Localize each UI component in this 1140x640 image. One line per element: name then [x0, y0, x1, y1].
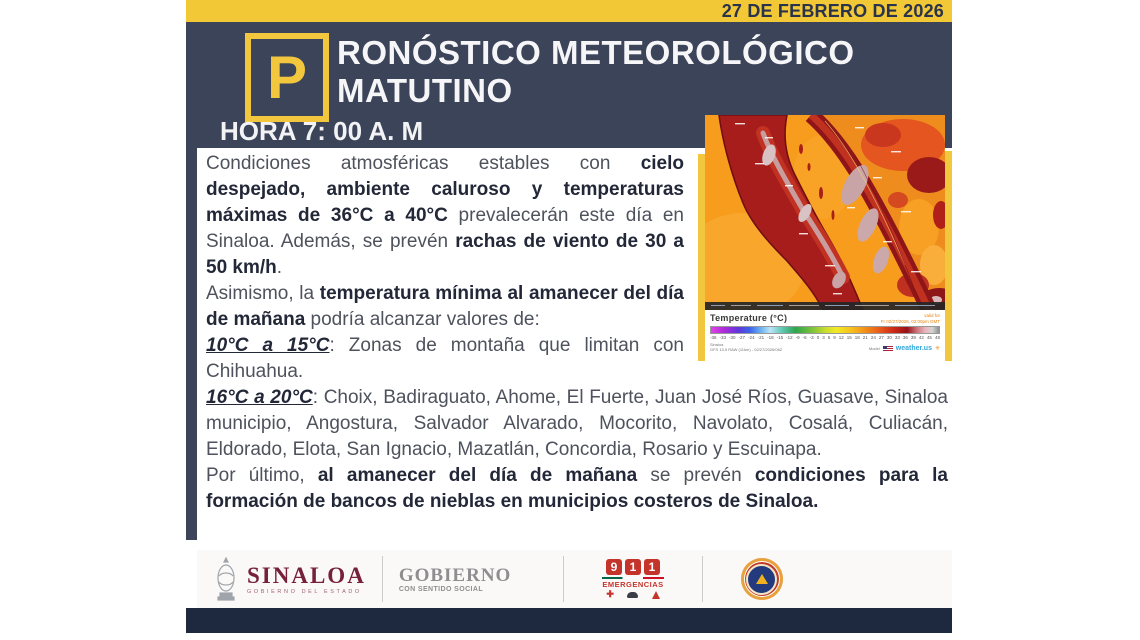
title-line-1: RONÓSTICO METEOROLÓGICO [337, 34, 855, 71]
page-title [337, 34, 855, 110]
text-segment: : Zonas de montaña que limitan con Chihuahua. [206, 335, 685, 382]
legend-region: Sinaloa [710, 342, 724, 347]
left-accent-strip [186, 148, 197, 540]
digit-9: 9 [606, 559, 622, 575]
valid-value: Fr 02/27/2026, 02:00pm GMT [880, 318, 940, 324]
tick-label: 45 [926, 335, 932, 340]
brand-star-icon: ✳ [934, 346, 940, 352]
legend-title: Temperature (°C) [710, 313, 788, 323]
emergency-911-logo [602, 559, 663, 599]
gobierno-wordmark [399, 566, 512, 593]
bulletin-date: 27 DE FEBRERO DE 2026 [721, 0, 944, 21]
logo-divider [382, 556, 383, 602]
forecast-hour: HORA 7: 00 A. M [220, 116, 424, 146]
mexico-flag-strip [602, 577, 663, 579]
tick-label: 42 [918, 335, 924, 340]
temperature-map-block [696, 151, 952, 361]
text-segment-bold: condiciones para la formación de bancos de nieblas en municipios costeros de Sinaloa. [206, 465, 948, 512]
gobierno-subtitle: CON SENTIDO SOCIAL [398, 585, 484, 593]
tick-label: -21 [757, 335, 765, 340]
tick-label: -18 [767, 335, 774, 340]
model-label: Model [868, 346, 880, 351]
tick-label: 18 [854, 335, 860, 340]
sinaloa-name: SINALOA [247, 562, 366, 588]
tick-label: 48 [934, 335, 940, 340]
logo-divider [702, 556, 703, 602]
civil-protection-triangle-icon [756, 574, 768, 584]
paragraph-range-16-20 [206, 385, 948, 463]
text-segment: prevalecerán este día en Sinaloa. Además, se prevén [206, 205, 684, 252]
tick-label: -12 [786, 335, 793, 340]
text-segment-bold: al amanecer del día de mañana [317, 465, 638, 486]
temperature-map-visual [698, 115, 952, 361]
tick-label: -30 [729, 335, 736, 340]
map-accent-right [945, 151, 952, 361]
legend-ticks [710, 335, 940, 340]
proteccion-civil-logo [741, 558, 783, 600]
text-segment-bold: cielo despejado, ambiente caluroso y temperaturas máximas de 36°C a 40°C [206, 153, 684, 226]
police-cap-icon [627, 592, 638, 598]
emergency-icons [602, 590, 663, 599]
emergencias-label: EMERGENCIAS [602, 580, 664, 589]
sinaloa-wordmark [247, 564, 366, 595]
tick-label: 30 [886, 335, 892, 340]
tick-label: -27 [738, 335, 746, 340]
text-segment: Por último, [206, 465, 318, 486]
tick-label: -15 [776, 335, 784, 340]
tick-label: -6 [802, 335, 807, 340]
tick-label: 21 [862, 335, 868, 340]
tick-label: 6 [827, 335, 831, 340]
temperature-color-scale [710, 326, 940, 334]
proteccion-civil-inner [746, 564, 777, 595]
tick-label: -33 [719, 335, 727, 340]
weather-brand: weather.us [895, 345, 932, 352]
text-segment: se prevén [637, 465, 755, 486]
initial-letter-box [245, 33, 329, 122]
text-segment: Asimismo, la [206, 283, 320, 304]
temperature-map-graphic [705, 115, 945, 310]
footer-navy-bar [186, 608, 952, 633]
tick-label: 24 [870, 335, 876, 340]
forecast-body [197, 148, 952, 515]
tick-label: 27 [878, 335, 884, 340]
top-date-bar [186, 0, 952, 22]
map-svg [705, 115, 945, 310]
legend-footer [710, 342, 940, 352]
legend-model-info [710, 342, 782, 352]
valid-label: valid for [924, 313, 940, 318]
text-segment: : Choix, Badiraguato, Ahome, El Fuerte, Juan José Ríos, Guasave, Sinaloa municipio, Angostura, Salvador Alvarado, Mocorito, Navolato, Cosalá, Culiacán, Eldorado, Elota, San Ignacio, Mazatlán, Concordia, Rosario y Escuinapa. [206, 387, 948, 460]
map-legend [705, 310, 945, 361]
legend-header [710, 313, 940, 324]
gobierno-name: GOBIERNO [398, 564, 512, 586]
sinaloa-subtitle: GOBIERNO DEL ESTADO [247, 588, 362, 595]
tick-label: 0 [816, 335, 820, 340]
text-segment-bold: temperatura mínima al amanecer del día de mañana [206, 283, 684, 330]
sinaloa-emblem-icon [213, 556, 239, 602]
logo-divider [563, 556, 564, 602]
tick-label: 12 [838, 335, 844, 340]
text-segment: . [276, 257, 283, 278]
tick-label: -24 [748, 335, 755, 340]
temp-range-label: 10°C a 15°C [206, 335, 330, 356]
map-accent-left [698, 154, 705, 361]
tick-label: 9 [833, 335, 836, 340]
title-line-2: MATUTINO [337, 72, 513, 109]
institutional-logos-row [197, 550, 952, 608]
tick-label: -3 [809, 335, 814, 340]
tick-label: 15 [846, 335, 852, 340]
medical-cross-icon: ✚ [606, 589, 614, 599]
forecast-poster [186, 0, 952, 633]
digit-1a: 1 [625, 559, 641, 575]
digit-1b: 1 [644, 559, 660, 575]
tick-label: 33 [894, 335, 900, 340]
legend-brand [869, 345, 940, 352]
tick-label: 39 [910, 335, 916, 340]
initial-letter: P [266, 43, 308, 111]
text-segment: podría alcanzar valores de: [305, 309, 540, 330]
tick-label: 36 [902, 335, 908, 340]
text-segment: Condiciones atmosféricas estables con [206, 153, 641, 174]
us-flag-icon [883, 346, 893, 352]
legend-valid-time [881, 313, 940, 324]
tick-label: -9 [795, 335, 800, 340]
temp-range-label: 16°C a 20°C [206, 387, 313, 408]
911-digits [602, 559, 663, 575]
fire-icon [652, 591, 660, 599]
text-segment-bold: rachas de viento de 30 a 50 km/h [206, 231, 684, 278]
tick-label: 3 [822, 335, 825, 340]
paragraph-fog [206, 463, 948, 515]
tick-label: -36 [710, 335, 717, 340]
legend-model-run: GFS 13.5 RAW (11km) - 02/27/2026/06Z [710, 347, 783, 352]
